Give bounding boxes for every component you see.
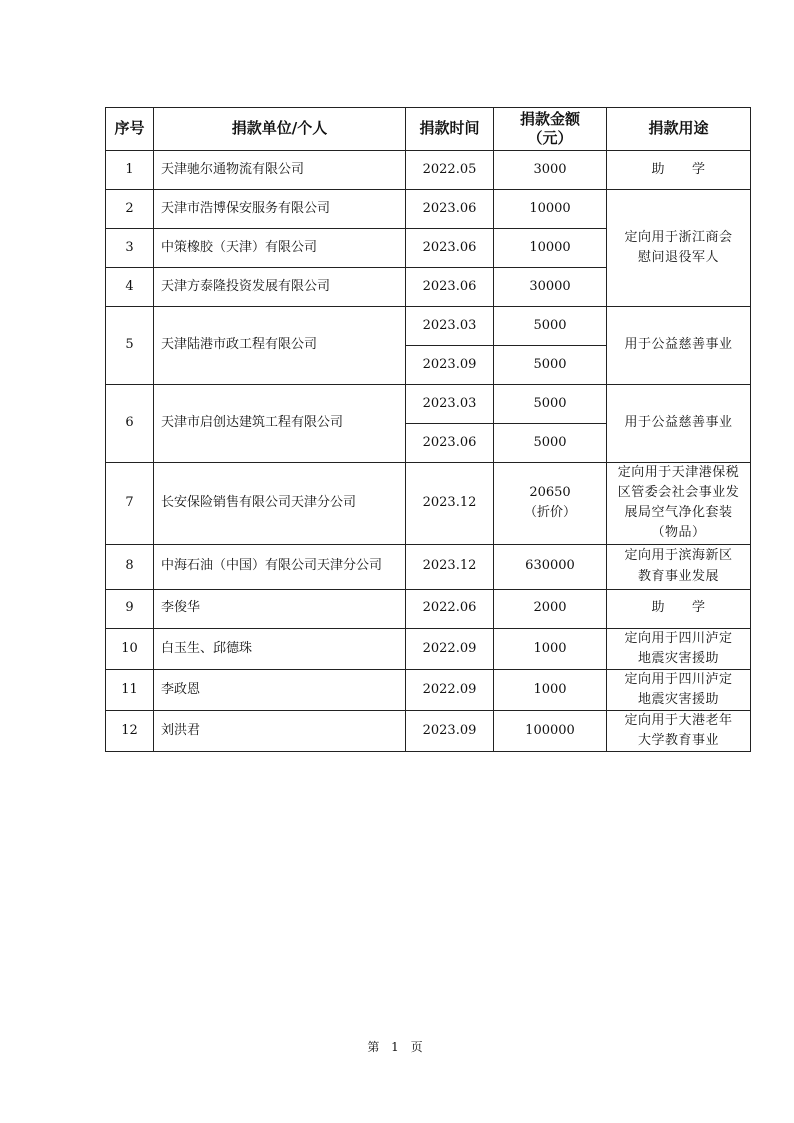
usage-line: 教育事业发展 bbox=[637, 568, 719, 584]
usage-line: 大学教育事业 bbox=[637, 733, 719, 749]
cell-amount: 5000 bbox=[494, 307, 607, 346]
cell-seq: 7 bbox=[106, 463, 154, 545]
table-header-row bbox=[106, 108, 751, 151]
usage-line: 区管委会社会事业发 bbox=[617, 485, 740, 501]
cell-time: 2022.09 bbox=[406, 628, 494, 669]
cell-seq: 5 bbox=[106, 307, 154, 385]
table-row bbox=[106, 385, 751, 424]
cell-seq: 10 bbox=[106, 628, 154, 669]
cell-amount bbox=[494, 463, 607, 545]
header-amount bbox=[494, 108, 607, 151]
cell-time: 2022.05 bbox=[406, 151, 494, 190]
usage-line: 慰问退役军人 bbox=[637, 250, 719, 265]
cell-donor: 天津市启创达建筑工程有限公司 bbox=[154, 385, 406, 463]
cell-amount: 10000 bbox=[494, 190, 607, 229]
cell-amount: 630000 bbox=[494, 544, 607, 589]
cell-usage bbox=[607, 711, 751, 752]
amount-value: 20650 bbox=[529, 485, 571, 501]
cell-amount: 5000 bbox=[494, 346, 607, 385]
usage-line: 定向用于大港老年 bbox=[624, 713, 733, 729]
cell-time: 2023.06 bbox=[406, 229, 494, 268]
cell-usage bbox=[607, 544, 751, 589]
table-row bbox=[106, 463, 751, 545]
header-amount-line2: （元） bbox=[527, 129, 573, 147]
cell-amount: 5000 bbox=[494, 424, 607, 463]
cell-amount: 30000 bbox=[494, 268, 607, 307]
cell-amount: 5000 bbox=[494, 385, 607, 424]
cell-amount: 1000 bbox=[494, 628, 607, 669]
cell-usage: 用于公益慈善事业 bbox=[607, 385, 751, 463]
cell-usage-shared bbox=[607, 190, 751, 307]
usage-line: 定向用于四川泸定 bbox=[624, 671, 733, 687]
cell-seq: 9 bbox=[106, 589, 154, 628]
cell-time: 2022.09 bbox=[406, 669, 494, 710]
table-row bbox=[106, 307, 751, 346]
cell-amount: 1000 bbox=[494, 669, 607, 710]
amount-note: （折价） bbox=[523, 505, 576, 521]
table-row bbox=[106, 190, 751, 229]
usage-line: 地震灾害援助 bbox=[637, 650, 719, 666]
cell-time: 2023.06 bbox=[406, 190, 494, 229]
cell-time: 2023.03 bbox=[406, 307, 494, 346]
cell-usage: 用于公益慈善事业 bbox=[607, 307, 751, 385]
table-row bbox=[106, 669, 751, 710]
header-usage: 捐款用途 bbox=[607, 108, 751, 151]
cell-amount: 10000 bbox=[494, 229, 607, 268]
cell-usage bbox=[607, 669, 751, 710]
usage-line: 定向用于天津港保税 bbox=[617, 465, 740, 480]
table-row bbox=[106, 628, 751, 669]
table-row bbox=[106, 711, 751, 752]
table-row bbox=[106, 151, 751, 190]
cell-donor: 天津驰尔通物流有限公司 bbox=[154, 151, 406, 190]
cell-usage bbox=[607, 463, 751, 545]
cell-donor: 白玉生、邱德珠 bbox=[154, 628, 406, 669]
cell-donor: 长安保险销售有限公司天津分公司 bbox=[154, 463, 406, 545]
usage-line: 定向用于滨海新区 bbox=[624, 548, 733, 564]
usage-line: 地震灾害援助 bbox=[637, 691, 719, 707]
table-row bbox=[106, 589, 751, 628]
header-seq: 序号 bbox=[106, 108, 154, 151]
usage-line: 定向用于浙江商会 bbox=[624, 229, 733, 245]
cell-seq: 11 bbox=[106, 669, 154, 710]
cell-seq: 1 bbox=[106, 151, 154, 190]
cell-seq: 4 bbox=[106, 268, 154, 307]
cell-seq: 8 bbox=[106, 544, 154, 589]
cell-seq: 6 bbox=[106, 385, 154, 463]
cell-donor: 中策橡胶（天津）有限公司 bbox=[154, 229, 406, 268]
header-time: 捐款时间 bbox=[406, 108, 494, 151]
cell-donor: 天津市浩博保安服务有限公司 bbox=[154, 190, 406, 229]
usage-line: 展局空气净化套装 bbox=[624, 505, 733, 521]
cell-usage: 助 学 bbox=[607, 589, 751, 628]
cell-seq: 12 bbox=[106, 711, 154, 752]
cell-time: 2023.06 bbox=[406, 424, 494, 463]
cell-seq: 2 bbox=[106, 190, 154, 229]
usage-line: 定向用于四川泸定 bbox=[624, 630, 733, 646]
cell-time: 2022.06 bbox=[406, 589, 494, 628]
cell-time: 2023.12 bbox=[406, 463, 494, 545]
cell-time: 2023.06 bbox=[406, 268, 494, 307]
cell-donor: 天津方泰隆投资发展有限公司 bbox=[154, 268, 406, 307]
table-row bbox=[106, 544, 751, 589]
cell-donor: 李政恩 bbox=[154, 669, 406, 710]
cell-amount: 3000 bbox=[494, 151, 607, 190]
header-amount-line1: 捐款金额 bbox=[519, 109, 580, 128]
cell-time: 2023.09 bbox=[406, 711, 494, 752]
cell-usage bbox=[607, 628, 751, 669]
cell-time: 2023.09 bbox=[406, 346, 494, 385]
cell-usage: 助 学 bbox=[607, 151, 751, 190]
cell-donor: 李俊华 bbox=[154, 589, 406, 628]
usage-line: （物品） bbox=[651, 525, 706, 541]
cell-time: 2023.03 bbox=[406, 385, 494, 424]
cell-donor: 天津陆港市政工程有限公司 bbox=[154, 307, 406, 385]
cell-donor: 刘洪君 bbox=[154, 711, 406, 752]
cell-amount: 100000 bbox=[494, 711, 607, 752]
cell-amount: 2000 bbox=[494, 589, 607, 628]
cell-time: 2023.12 bbox=[406, 544, 494, 589]
donations-table bbox=[105, 107, 751, 752]
cell-seq: 3 bbox=[106, 229, 154, 268]
page-number: 第 1 页 bbox=[367, 1040, 427, 1054]
header-donor: 捐款单位/个人 bbox=[154, 108, 406, 151]
cell-donor: 中海石油（中国）有限公司天津分公司 bbox=[154, 544, 406, 589]
